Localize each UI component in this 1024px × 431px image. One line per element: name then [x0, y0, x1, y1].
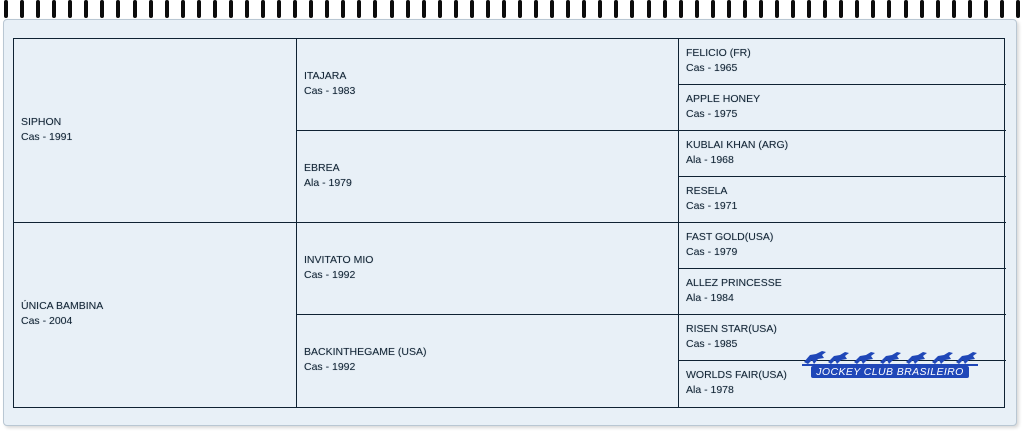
binding-ring [871, 0, 875, 18]
binding-ring [293, 0, 297, 18]
binding-ring [422, 0, 426, 18]
dam-dam-cell [297, 315, 679, 407]
sire-dam-name: EBREA [304, 161, 340, 174]
ancestor-name: FAST GOLD(USA) [686, 230, 774, 243]
binding-ring [518, 0, 522, 18]
ancestor-info: Cas - 1985 [686, 337, 738, 350]
binding-ring [534, 0, 538, 18]
binding-ring [229, 0, 233, 18]
ancestor-cell [679, 223, 1006, 269]
binding-ring [759, 0, 763, 18]
binding-ring [149, 0, 153, 18]
binding-ring [968, 0, 972, 18]
binding-ring [695, 0, 699, 18]
binding-ring [4, 0, 8, 18]
binding-ring [406, 0, 410, 18]
binding-ring [438, 0, 442, 18]
binding-ring [984, 0, 988, 18]
ancestor-name: APPLE HONEY [686, 92, 761, 105]
binding-ring [357, 0, 361, 18]
ancestor-info: Cas - 1975 [686, 107, 738, 120]
racing-horses-icon [800, 346, 980, 368]
ancestor-name: RISEN STAR(USA) [686, 322, 777, 335]
dam-cell [14, 223, 297, 407]
logo-text: JOCKEY CLUB BRASILEIRO [811, 366, 968, 378]
binding-ring [711, 0, 715, 18]
binding-ring [647, 0, 651, 18]
ancestor-cell [679, 177, 1006, 223]
binding-ring [952, 0, 956, 18]
dam-info: Cas - 2004 [21, 315, 73, 327]
binding-ring [823, 0, 827, 18]
binding-ring [181, 0, 185, 18]
ancestor-cell [679, 131, 1006, 177]
binding-ring [390, 0, 394, 18]
ancestor-info: Ala - 1984 [686, 291, 734, 304]
ancestor-info: Cas - 1965 [686, 61, 738, 74]
binding-ring [743, 0, 747, 18]
binding-ring [550, 0, 554, 18]
binding-ring [936, 0, 940, 18]
binding-ring [133, 0, 137, 18]
binding-ring [261, 0, 265, 18]
binding-ring [855, 0, 859, 18]
binding-ring [679, 0, 683, 18]
binding-ring [502, 0, 506, 18]
dam-sire-name: INVITATO MIO [304, 253, 374, 266]
sire-dam-cell [297, 131, 679, 223]
binding-ring [197, 0, 201, 18]
binding-ring [341, 0, 345, 18]
ancestor-info: Cas - 1971 [686, 199, 738, 212]
binding-ring [373, 0, 377, 18]
ancestor-name: RESELA [686, 184, 728, 197]
dam-dam-name: BACKINTHEGAME (USA) [304, 346, 427, 358]
binding-ring [213, 0, 217, 18]
sire-cell [14, 39, 297, 223]
binding-ring [1000, 0, 1004, 18]
dam-name: ÚNICA BAMBINA [21, 300, 104, 312]
sire-name: SIPHON [21, 115, 62, 128]
sire-sire-cell [297, 39, 679, 131]
binding-ring [84, 0, 88, 18]
sire-dam-info: Ala - 1979 [304, 176, 352, 189]
sire-info: Cas - 1991 [21, 130, 73, 143]
binding-ring [245, 0, 249, 18]
binding-ring [486, 0, 490, 18]
binding-ring [598, 0, 602, 18]
ancestor-name: KUBLAI KHAN (ARG) [686, 138, 789, 151]
binding-ring [775, 0, 779, 18]
binding-ring [277, 0, 281, 18]
binding-ring [309, 0, 313, 18]
dam-sire-cell [297, 223, 679, 315]
dam-sire-info: Cas - 1992 [304, 268, 356, 281]
binding-ring [791, 0, 795, 18]
binding-ring [165, 0, 169, 18]
binding-ring [20, 0, 24, 18]
binding-ring [887, 0, 891, 18]
ancestor-info: Ala - 1978 [686, 384, 734, 396]
ancestor-cell [679, 39, 1006, 85]
binding-ring [52, 0, 56, 18]
binding-ring [663, 0, 667, 18]
binding-ring [454, 0, 458, 18]
ancestor-info: Cas - 1979 [686, 245, 738, 258]
binding-ring [100, 0, 104, 18]
ancestor-name: ALLEZ PRINCESSE [686, 276, 782, 289]
binding-ring [920, 0, 924, 18]
binding-ring [630, 0, 634, 18]
binding-ring [807, 0, 811, 18]
sire-sire-name: ITAJARA [304, 69, 347, 82]
binding-ring [904, 0, 908, 18]
binding-ring [614, 0, 618, 18]
dam-dam-info: Cas - 1992 [304, 361, 356, 373]
ancestor-info: Ala - 1968 [686, 153, 734, 166]
binding-ring [68, 0, 72, 18]
jockey-club-logo [795, 341, 985, 383]
binding-ring [36, 0, 40, 18]
ancestor-name: FELICIO (FR) [686, 46, 751, 59]
binding-ring [566, 0, 570, 18]
ancestor-name: WORLDS FAIR(USA) [686, 369, 787, 381]
binding-ring [727, 0, 731, 18]
sire-sire-info: Cas - 1983 [304, 84, 356, 97]
binding-ring [582, 0, 586, 18]
ancestor-cell [679, 269, 1006, 315]
binding-ring [116, 0, 120, 18]
ancestor-cell [679, 85, 1006, 131]
binding-ring [1016, 0, 1020, 18]
binding-ring [839, 0, 843, 18]
binding-ring [470, 0, 474, 18]
binding-ring [325, 0, 329, 18]
